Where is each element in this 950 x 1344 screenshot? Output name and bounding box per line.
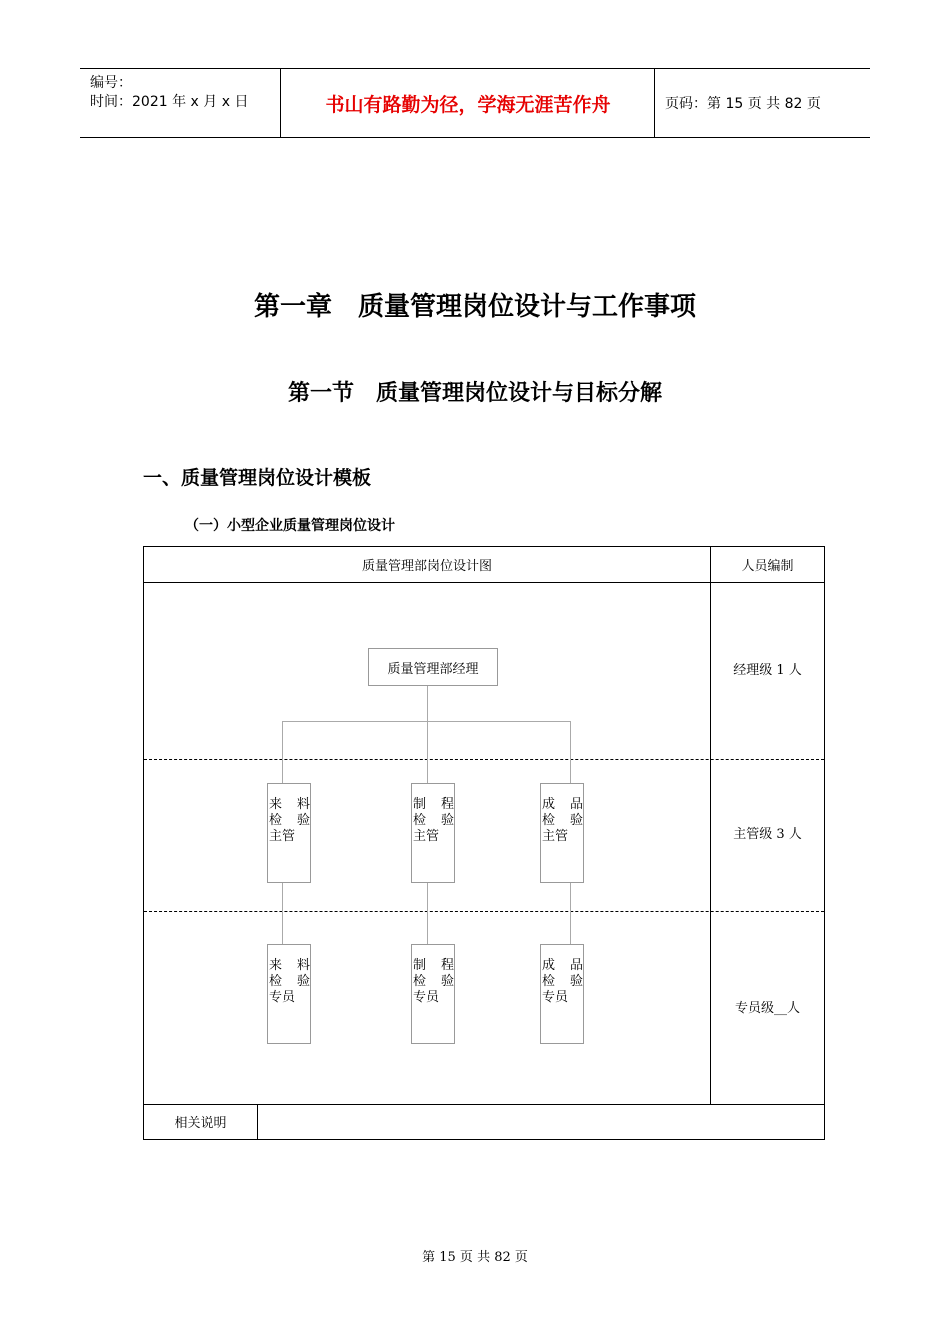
header-meta	[90, 74, 248, 112]
header-number: 编号：	[90, 75, 132, 91]
org-box-incoming-supervisor: 来 料 检 验 主管	[267, 783, 311, 883]
org-box-process-supervisor: 制 程 检 验 主管	[411, 783, 455, 883]
connector-line	[282, 882, 283, 945]
staffing-manager: 经理级 1 人	[733, 663, 802, 678]
chapter-title: 第一章 质量管理岗位设计与工作事项	[253, 292, 696, 322]
table-header-chart: 质量管理部岗位设计图	[361, 559, 492, 574]
staffing-supervisor: 主管级 3 人	[733, 827, 802, 842]
staffing-specialist: 专员级__人	[734, 1001, 800, 1016]
header-motto: 书山有路勤为径，学海无涯苦作舟	[325, 93, 611, 116]
connector-line	[282, 721, 283, 784]
org-box-finished-supervisor: 成 品 检 验 主管	[540, 783, 584, 883]
notes-label: 相关说明	[174, 1116, 227, 1131]
table-header-staffing: 人员编制	[741, 559, 794, 574]
org-box-incoming-specialist: 来 料 检 验 专员	[267, 944, 311, 1044]
org-box-finished-specialist: 成 品 检 验 专员	[540, 944, 584, 1044]
org-design-table	[143, 546, 825, 1140]
subheading-small-enterprise: （一）小型企业质量管理岗位设计	[185, 518, 395, 534]
level-separator	[144, 911, 824, 912]
connector-line	[570, 721, 571, 784]
document-header	[80, 68, 870, 138]
page-footer: 第 15 页 共 82 页	[422, 1250, 528, 1265]
connector-line	[570, 882, 571, 945]
connector-line	[427, 685, 428, 784]
header-page-number: 页码：第 15 页 共 82 页	[665, 96, 821, 112]
header-time: 时间：2021 年 x 月 x 日	[90, 94, 249, 110]
section-title: 第一节 质量管理岗位设计与目标分解	[287, 381, 662, 406]
connector-line	[427, 882, 428, 945]
org-box-process-specialist: 制 程 检 验 专员	[411, 944, 455, 1044]
subheading-template: 一、质量管理岗位设计模板	[143, 467, 372, 489]
level-separator	[144, 759, 824, 760]
org-box-manager: 质量管理部经理	[368, 648, 498, 686]
connector-line	[282, 721, 570, 722]
